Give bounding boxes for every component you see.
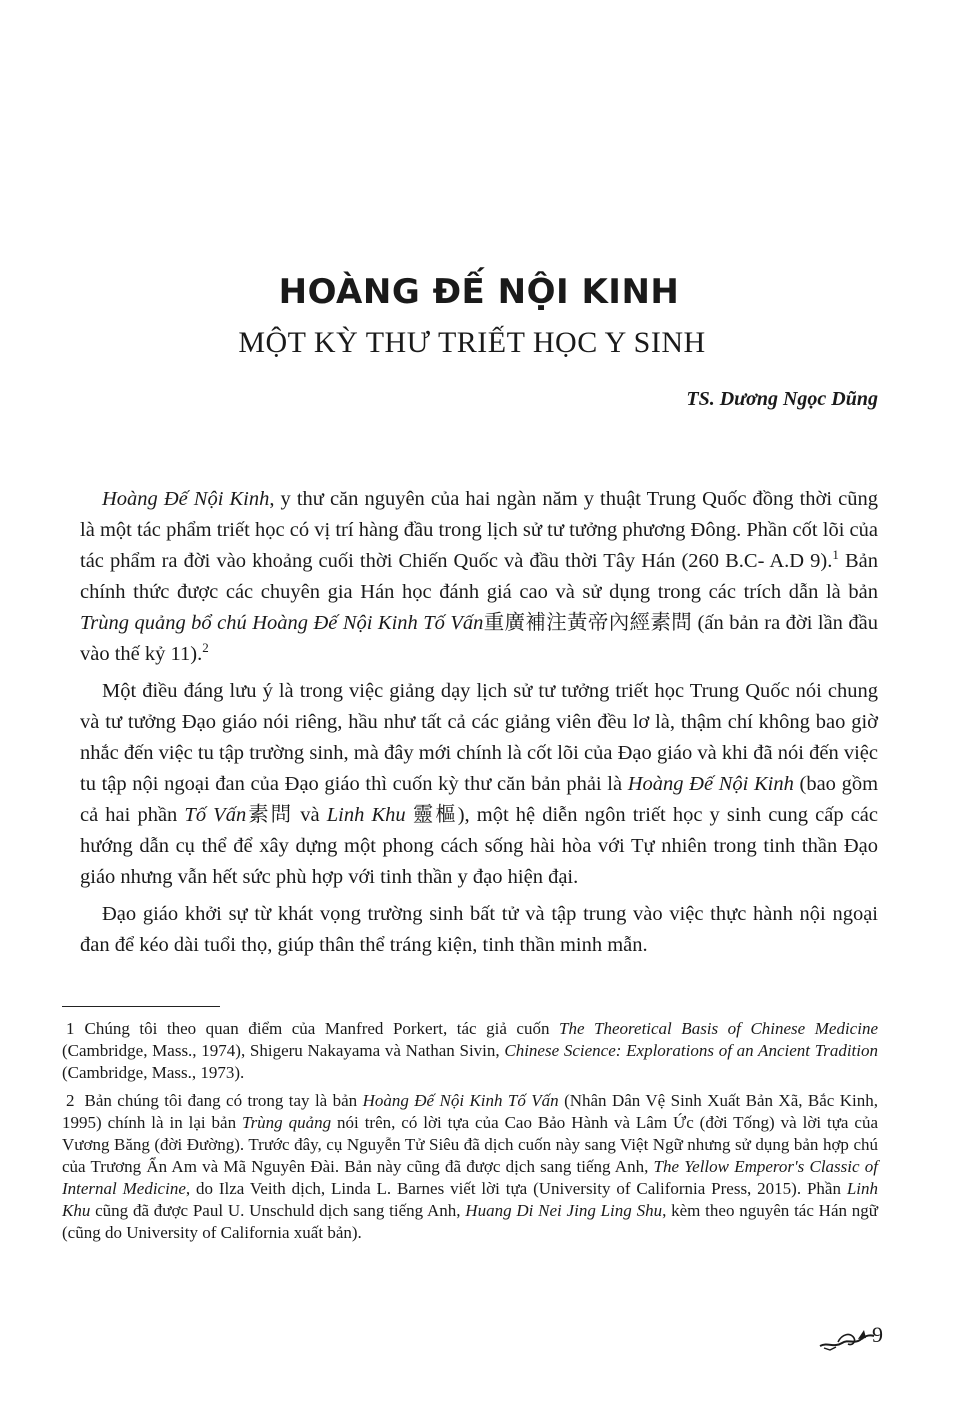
work-title: Chinese Science: Explorations of an Ancient Tradition [504,1041,878,1060]
text-span: (Nhân Dân Vệ Sinh Xuất Bản Xã, Bắc Kinh, 1995) chính là in lại bản [62,1091,878,1132]
paragraph-3 [80,899,878,961]
work-title: Trùng quảng [242,1113,332,1132]
page-footer [818,1322,898,1356]
footnote-ref-1[interactable]: 1 [832,547,839,563]
work-title: Hoàng Đế Nội Kinh Tố Vấn [362,1091,559,1110]
text-span: (Cambridge, Mass., 1974), Shigeru Nakayama và Nathan Sivin, [62,1041,505,1060]
body-text [80,484,878,967]
text-span: Một điều đáng lưu ý là trong việc giảng dạy lịch sử tư tưởng triết học Trung Quốc nói chung và tư tưởng Đạo giáo nói riêng, hầu như tất cả các giảng viên đều lơ là, thậm chí không bao giờ nhắc đến việc tu tập trường sinh, mà đây mới chính là cốt lõi của Đạo giáo và khi đã nói đến việc tu tập nội ngoại đan của Đạo giáo thì cuốn kỳ thư căn bản phải là [80,680,878,795]
text-span: Đạo giáo khởi sự từ khát vọng trường sinh bất tử và tập trung vào việc thực hành nội ngoại đan để kéo dài tuổi thọ, giúp thân thể tráng kiện, tinh thần minh mẫn. [80,903,878,956]
chinese-title: 靈樞 [405,804,458,826]
text-span: , do Ilza Veith dịch, Linda L. Barnes viết lời tựa (University of California Press, 2015). Phần [185,1179,847,1198]
work-title: Hoàng Đế Nội Kinh [627,773,794,795]
text-span: ), một hệ diễn ngôn triết học y sinh cung cấp các hướng dẫn cụ thể để xây dựng một phong cách sống hài hòa với Tự nhiên trong tinh thần Đạo giáo nhưng vẫn hết sức phù hợp với tinh thần y đạo hiện đại. [80,804,878,888]
text-span: Bản chính thức được các chuyên gia Hán học đánh giá cao và sử dụng trong các trích dẫn là bản [80,550,878,603]
footnote-2 [62,1090,878,1244]
page-number: 9 [872,1322,883,1347]
text-span: (ấn bản ra đời lần đầu vào thế kỷ 11). [80,612,878,665]
text-span: (bao gồm cả hai phần [80,773,879,826]
text-span: và [293,804,327,826]
chinese-title: 重廣補注黃帝內經素問 [483,612,693,634]
footnote-divider [62,1006,220,1007]
footnote-ref-2[interactable]: 2 [202,640,209,656]
text-span: , y thư căn nguyên của hai ngàn năm y thuật Trung Quốc đồng thời cũng là một tác phẩm triết học có vị trí hàng đầu trong lịch sử tư tưởng phương Đông. Phần cốt lõi của tác phẩm ra đời vào khoảng cuối thời Chiến Quốc và đầu thời Tây Hán (260 B.C- A.D 9). [80,488,878,572]
work-title: The Yellow Emperor's Classic of Internal Medicine [62,1157,878,1198]
footnote-number: 2 [66,1091,75,1110]
chapter-title: HOÀNG ĐẾ NỘI KINH [278,272,680,312]
footnote-1 [62,1018,878,1084]
work-title: Linh Khu [326,804,406,826]
paragraph-1 [80,484,878,670]
work-title: Hoàng Đế Nội Kinh [102,488,270,510]
text-span: Chúng tôi theo quan điểm của Manfred Porkert, tác giả cuốn [84,1019,559,1038]
footnote-number: 1 [66,1019,75,1038]
chapter-subtitle: MỘT KỲ THƯ TRIẾT HỌC Y SINH [238,326,706,359]
work-title: Trùng quảng bổ chú Hoàng Đế Nội Kinh Tố Vấn [80,612,484,634]
text-span: nói trên, có lời tựa của Cao Bảo Hành và Lâm Ức (đời Tống) và lời tựa của Vương Băng (đời Đường). Trước đây, cụ Nguyễn Tử Siêu đã dịch cuốn này sang Việt Ngữ nhưng sử dụng bản hợp chú của Trương Ẩn Am và Mã Nguyên Đài. Bản này cũng đã được dịch sang tiếng Anh, [62,1113,878,1176]
dragon-ornament-icon [818,1326,876,1352]
paragraph-2 [80,676,878,893]
work-title: The Theoretical Basis of Chinese Medicine [559,1019,878,1038]
work-title: Tố Vấn [184,804,247,826]
footnotes [62,1018,878,1250]
work-title: Linh Khu [62,1179,878,1220]
work-title: Huang Di Nei Jing Ling Shu [465,1201,663,1220]
text-span: , kèm theo nguyên tác Hán ngữ (cũng do University of California xuất bản). [62,1201,878,1242]
author-name: TS. Dương Ngọc Dũng [686,388,878,410]
text-span: Bản chúng tôi đang có trong tay là bản [84,1091,363,1110]
text-span: cũng đã được Paul U. Unschuld dịch sang tiếng Anh, [90,1201,466,1220]
chinese-title: 素問 [246,804,294,826]
text-span: (Cambridge, Mass., 1973). [62,1063,245,1082]
